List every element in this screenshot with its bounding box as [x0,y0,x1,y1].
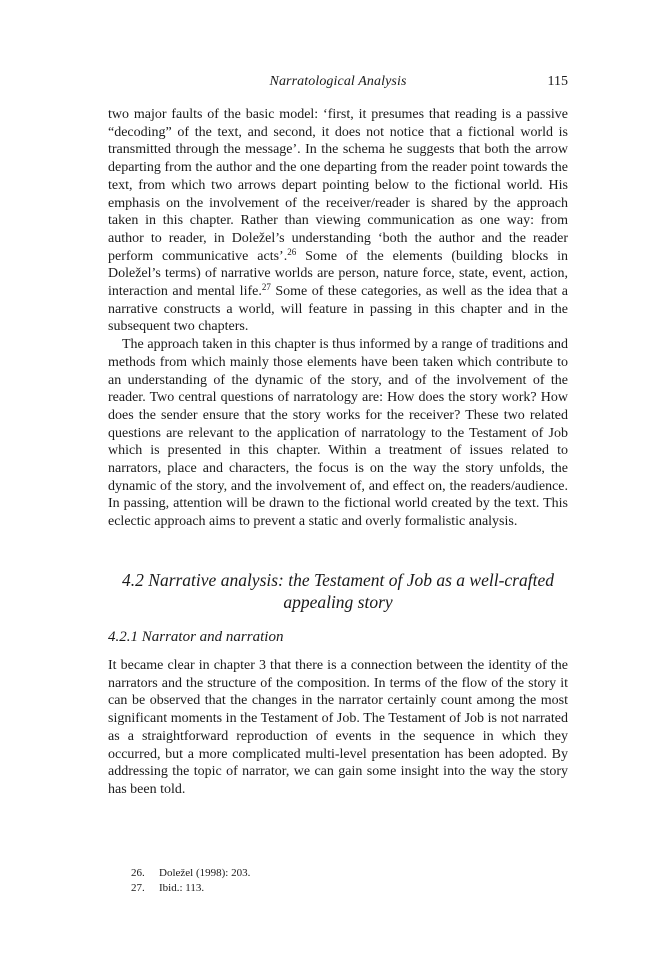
footnote-text: Doležel (1998): 203. [159,867,251,879]
section-heading [108,570,568,613]
footnote-text: Ibid.: 113. [159,882,205,894]
page-number: 115 [547,74,568,89]
body-text-section [108,657,568,799]
running-title: Narratological Analysis [269,74,407,89]
paragraph-1 [108,106,568,336]
paragraph-1-part-b: Some of the elements (building blocks in Doležel’s terms) of narrative worlds are person, nature force, state, event, action, interaction and mental life. [108,248,569,300]
section-heading-line-2: appealing story [283,591,393,612]
footnote-27 [131,881,551,896]
section-heading-line-1: 4.2 Narrative analysis: the Testament of Job as a well-crafted [122,570,554,590]
paragraph-3: It became clear in chapter 3 that there is a connection between the identity of the narrators and the structure of the composition. In terms of the flow of the story it can be observed that the changes in the narrator certainly count among the most significant moments in the Testament of Job. The Testament of Job is not narrated as a straightforward reproduction of events in the sequence in which they occurred, but a more complicated multi-level presentation has been adopted. By addressing the topic of narrator, we can gain some insight into the way the story has been told. [108,658,568,797]
subsection-heading: 4.2.1 Narrator and narration [108,629,284,645]
body-text [108,106,568,531]
paragraph-2: The approach taken in this chapter is thus informed by a range of traditions and methods from which mainly those elements have been taken which contribute to an understanding of the dynamic of the story, and of the involvement of the reader. Two central questions of narratology are: How does the story work? How does the sender ensure that the story works for the receiver? These two related questions are relevant to the application of narratology to the Testament of Job which is presented in this chapter. Within a treatment of issues related to narrators, place and characters, the focus is on the way the story unfolds, the dynamic of the story, and the involvement of, and effect on, the readers/audience. In passing, attention will be drawn to the fictional world created by the text. This eclectic approach aims to prevent a static and overly formalistic analysis. [108,337,568,530]
paragraph-1-part-c: Some of these categories, as well as the idea that a narrative constructs a world, will feature in passing in this chapter and in the subsequent two chapters. [108,284,568,335]
footnote-number: 26. [131,867,145,879]
footnote-number: 27. [131,882,145,894]
footnotes [131,866,551,896]
paragraph-1-part-a: two major faults of the basic model: ‘first, it presumes that reading is a passive “decoding” of the text, and second, it does not notice that a fictional world is transmitted through the message’. In the schema he suggests that both the arrow departing from the author and the one departing from the reader point towards the text, from which two arrows depart pointing below to the fictional world. His emphasis on the involvement of the receiver/reader is shared by the approach taken in this chapter. Rather than viewing communication as one way: from author to reader, in Doležel’s understanding ‘both the author and the reader perform communicative acts’. [108,107,568,264]
running-head [108,74,568,94]
footnote-ref-27[interactable]: 27 [261,282,271,293]
footnote-26 [131,866,551,881]
footnote-ref-26[interactable]: 26 [287,246,297,257]
